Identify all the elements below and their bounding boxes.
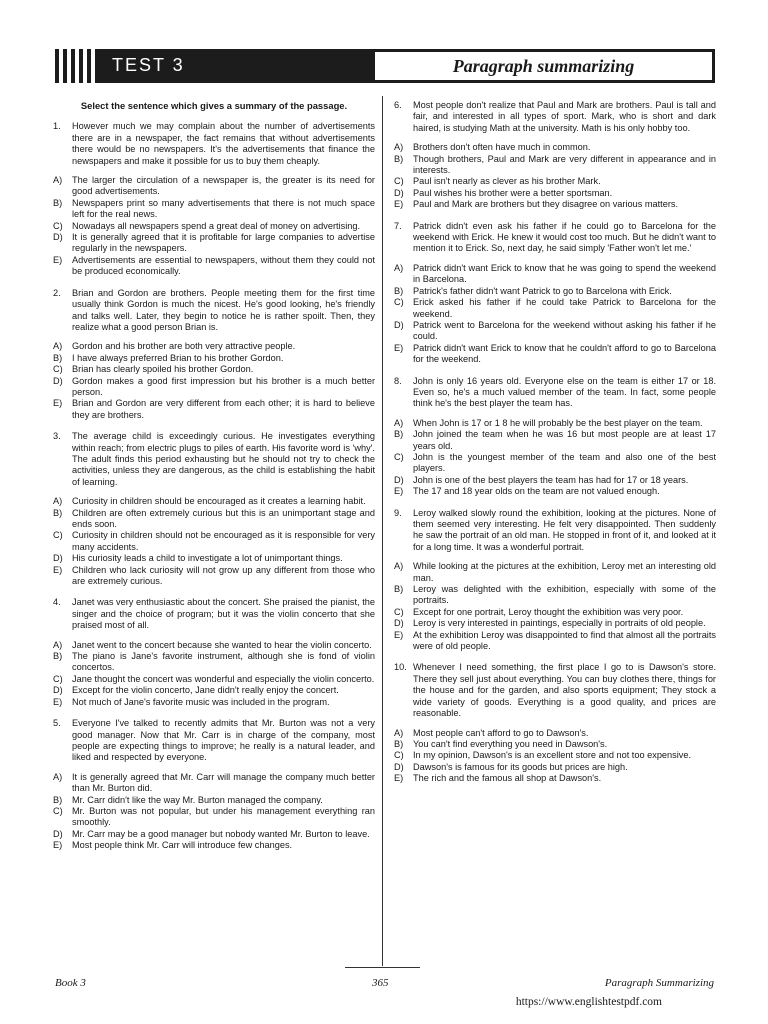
answer-option[interactable]: [53, 221, 375, 232]
option-text: Mr. Carr didn't like the way Mr. Burton managed the company.: [72, 794, 323, 805]
option-letter: A): [53, 639, 63, 650]
option-text: The piano is Jane's favorite instrument, although she is fond of violin concertos.: [72, 651, 375, 673]
option-text: Newspapers print so many advertisements that there is not much space left for the real news.: [72, 197, 375, 220]
answer-option[interactable]: [53, 508, 375, 531]
answer-option[interactable]: [53, 198, 375, 221]
footer-url[interactable]: https://www.englishtestpdf.com: [515, 996, 662, 1008]
option-letter: C): [394, 297, 404, 308]
answer-option[interactable]: [394, 561, 716, 584]
answer-option[interactable]: [394, 188, 716, 199]
footer-section: Paragraph Summarizing: [604, 977, 714, 989]
option-letter: A): [394, 727, 404, 738]
question-passage: Patrick didn't even ask his father if he could go to Barcelona for the weekend with Erick. He knew it would cost too much. But he didn't want to mention it to Erick. So, next day, he said simply 'Father won't let me.': [413, 220, 716, 254]
answer-options: [394, 728, 716, 785]
answer-options: [394, 142, 716, 210]
question-6: [394, 100, 716, 211]
question-passage: However much we may complain about the number of advertisements there are in a newspaper, the fact remains that without advertisements there would be no newspapers. It's the advertisements that finance the newspapers and make it possible for us to buy them cheaply.: [72, 121, 375, 166]
option-letter: B): [394, 738, 404, 749]
option-letter: B): [394, 153, 404, 164]
answer-option[interactable]: [394, 297, 716, 320]
option-text: You can't find everything you need in Dawson's.: [413, 738, 608, 749]
option-letter: E): [53, 398, 63, 409]
question-stem: [394, 508, 716, 554]
option-letter: A): [394, 142, 404, 153]
footer-page-number: 365: [372, 977, 389, 989]
answer-option[interactable]: [394, 739, 716, 750]
option-letter: D): [53, 232, 63, 243]
option-text: Curiosity in children should not be encouraged as it is responsible for very many accidents.: [72, 530, 375, 552]
question-4: [53, 597, 375, 708]
answer-option[interactable]: [394, 452, 716, 475]
option-letter: C): [53, 673, 63, 684]
question-number: 9.: [394, 507, 402, 518]
column-divider: [382, 96, 383, 966]
option-letter: D): [394, 187, 404, 198]
answer-option[interactable]: [53, 553, 375, 564]
section-title: Paragraph summarizing: [452, 55, 635, 76]
option-text: Leroy is very interested in paintings, especially in portraits of old people.: [413, 618, 706, 629]
question-stem: [394, 100, 716, 134]
answer-options: [394, 418, 716, 498]
answer-option[interactable]: [394, 773, 716, 784]
option-letter: B): [53, 197, 63, 208]
option-letter: B): [53, 507, 63, 518]
answer-option[interactable]: [394, 728, 716, 739]
answer-option[interactable]: [394, 429, 716, 452]
option-text: Brothers don't often have much in common.: [413, 142, 591, 153]
option-text: Brian and Gordon are very different from each other; it is hard to believe they are brothers.: [72, 398, 375, 420]
question-number: 2.: [53, 287, 61, 298]
answer-option[interactable]: [53, 806, 375, 829]
answer-options: [394, 263, 716, 366]
option-letter: D): [53, 685, 63, 696]
option-text: Most people can't afford to go to Dawson's.: [413, 727, 589, 738]
option-letter: C): [394, 451, 404, 462]
option-letter: A): [53, 341, 63, 352]
question-2: [53, 288, 375, 421]
question-number: 4.: [53, 597, 61, 608]
option-text: Gordon and his brother are both very attractive people.: [72, 341, 296, 352]
option-letter: B): [53, 352, 63, 363]
question-9: [394, 508, 716, 653]
option-letter: E): [394, 773, 404, 784]
option-letter: E): [394, 199, 404, 210]
option-letter: E): [53, 254, 63, 265]
answer-option[interactable]: [394, 418, 716, 429]
stripes-decoration: [55, 49, 99, 83]
answer-option[interactable]: [53, 530, 375, 553]
answer-option[interactable]: [394, 176, 716, 187]
option-text: At the exhibition Leroy was disappointed to find that almost all the portraits were of old people.: [413, 629, 716, 652]
answer-option[interactable]: [53, 651, 375, 674]
option-text: The larger the circulation of a newspaper is, the greater is its need for good advertisements.: [72, 175, 375, 197]
option-text: Curiosity in children should be encouraged as it creates a learning habit.: [72, 496, 366, 507]
answer-option[interactable]: [394, 286, 716, 297]
answer-options: [53, 640, 375, 708]
option-letter: B): [53, 651, 63, 662]
answer-option[interactable]: [394, 584, 716, 607]
answer-option[interactable]: [394, 320, 716, 343]
section-title-box: [375, 52, 712, 80]
answer-options: [53, 175, 375, 278]
option-letter: C): [53, 220, 63, 231]
option-text: Janet went to the concert because she wanted to hear the violin concerto.: [72, 639, 372, 650]
option-letter: E): [53, 840, 63, 851]
answer-option[interactable]: [53, 829, 375, 840]
answer-option[interactable]: [394, 762, 716, 773]
option-letter: E): [53, 696, 63, 707]
test-header: [55, 49, 715, 83]
answer-option[interactable]: [53, 772, 375, 795]
option-letter: C): [394, 750, 404, 761]
answer-option[interactable]: [394, 486, 716, 497]
question-passage: Most people don't realize that Paul and Mark are brothers. Paul is tall and fair, and interested in all types of sport. Mark, who is short and dark haired, is studying Math at the university. Math is his only hobby too.: [413, 100, 716, 133]
question-10: [394, 662, 716, 784]
option-text: Patrick's father didn't want Patrick to go to Barcelona with Erick.: [413, 285, 672, 296]
question-passage: Brian and Gordon are brothers. People meeting them for the first time usually think Gordon is much the nicest. He's good looking, he's friendly and talks well. Later, they begin to notice he is rather spoilt. Then, they realize what a good person Brian is.: [72, 287, 375, 332]
question-passage: Janet was very enthusiastic about the concert. She praised the pianist, the singer and the choice of program; but it was the violin concerto that she praised most of all.: [72, 597, 375, 631]
question-1: [53, 121, 375, 277]
answer-option[interactable]: [53, 697, 375, 708]
option-text: The rich and the famous all shop at Dawson's.: [413, 773, 602, 784]
option-letter: D): [53, 553, 63, 564]
answer-option[interactable]: [53, 496, 375, 507]
option-text: While looking at the pictures at the exhibition, Leroy met an interesting old man.: [413, 561, 716, 583]
option-text: Children are often extremely curious but this is an unimportant stage and ends soon.: [72, 507, 375, 529]
answer-option[interactable]: [53, 353, 375, 364]
option-text: John is one of the best players the team has had for 17 or 18 years.: [413, 474, 689, 485]
option-text: In my opinion, Dawson's is an excellent store and not too expensive.: [413, 750, 692, 761]
question-3: [53, 431, 375, 587]
question-passage: The average child is exceedingly curious. He investigates everything within reach; from electric plugs to piles of earth. His favorite word is 'why'. The adult finds this period exhausting but he should not try to check the activities, unless they are dangerous, as the child is establishing the habit of learning.: [72, 431, 375, 487]
answer-option[interactable]: [53, 565, 375, 588]
option-text: His curiosity leads a child to investigate a lot of unimportant things.: [72, 553, 343, 564]
option-text: John joined the team when he was 16 but most people are at least 17 years old.: [413, 429, 716, 451]
question-stem: [394, 376, 716, 410]
option-text: Most people think Mr. Carr will introduce few changes.: [72, 840, 293, 851]
option-text: Dawson's is famous for its goods but prices are high.: [413, 761, 628, 772]
question-stem: [53, 718, 375, 764]
option-text: Mr. Burton was not popular, but under his management everything ran smoothly.: [72, 805, 375, 828]
answer-option[interactable]: [394, 199, 716, 210]
instruction: Select the sentence which gives a summary of the passage.: [80, 100, 348, 111]
right-column: [394, 100, 716, 795]
answer-option[interactable]: [53, 398, 375, 421]
option-letter: B): [53, 794, 63, 805]
option-letter: D): [394, 474, 404, 485]
question-5: [53, 718, 375, 851]
option-text: John is the youngest member of the team and also one of the best players.: [413, 451, 716, 474]
test-label: TEST 3: [112, 55, 185, 75]
option-letter: C): [53, 364, 63, 375]
option-text: Gordon makes a good first impression but his brother is a much better person.: [72, 375, 375, 397]
answer-option[interactable]: [394, 607, 716, 618]
question-stem: [53, 597, 375, 631]
option-letter: A): [394, 262, 404, 273]
answer-option[interactable]: [53, 795, 375, 806]
option-letter: D): [53, 375, 63, 386]
left-column: [53, 100, 375, 862]
option-text: Jane thought the concert was wonderful and especially the violin concerto.: [72, 673, 375, 684]
question-stem: [394, 662, 716, 719]
question-passage: Everyone I've talked to recently admits that Mr. Burton was not a very good manager. Now that Mr. Carr is in charge of the company, most people are expecting things to improve; he really is a natural leader, and liked and respected by everyone.: [72, 718, 375, 763]
answer-option[interactable]: [53, 175, 375, 198]
answer-option[interactable]: [394, 343, 716, 366]
option-text: Except for one portrait, Leroy thought the exhibition was very poor.: [413, 606, 684, 617]
option-letter: E): [394, 629, 404, 640]
option-letter: D): [394, 618, 404, 629]
option-text: Paul and Mark are brothers but they disagree on various matters.: [413, 199, 679, 210]
question-stem: [53, 431, 375, 488]
option-text: Patrick didn't want Erick to know that he couldn't afford to go to Barcelona for the weekend.: [413, 342, 716, 365]
answer-option[interactable]: [394, 142, 716, 153]
question-number: 7.: [394, 220, 402, 231]
question-number: 6.: [394, 100, 402, 110]
option-letter: A): [53, 175, 63, 186]
question-number: 5.: [53, 718, 61, 729]
answer-option[interactable]: [53, 232, 375, 255]
option-text: Except for the violin concerto, Jane didn't really enjoy the concert.: [72, 685, 339, 696]
answer-option[interactable]: [53, 341, 375, 352]
option-letter: E): [53, 564, 63, 575]
option-text: I have always preferred Brian to his brother Gordon.: [72, 352, 284, 363]
option-text: Leroy was delighted with the exhibition, especially with some of the portraits.: [413, 584, 716, 606]
answer-option[interactable]: [394, 630, 716, 653]
option-text: Though brothers, Paul and Mark are very different in appearance and in interests.: [413, 153, 716, 176]
option-letter: D): [394, 761, 404, 772]
option-letter: E): [394, 342, 404, 353]
question-number: 3.: [53, 431, 61, 442]
answer-option[interactable]: [53, 640, 375, 651]
option-letter: A): [394, 561, 404, 572]
answer-option[interactable]: [394, 475, 716, 486]
answer-option[interactable]: [53, 840, 375, 851]
option-letter: B): [394, 429, 404, 440]
question-8: [394, 376, 716, 498]
answer-option[interactable]: [394, 263, 716, 286]
option-text: The 17 and 18 year olds on the team are not valued enough.: [413, 486, 660, 497]
answer-option[interactable]: [53, 364, 375, 375]
answer-option[interactable]: [394, 750, 716, 761]
answer-options: [53, 496, 375, 587]
option-text: Children who lack curiosity will not grow up any different from those who are extremely curious.: [72, 564, 375, 587]
answer-options: [394, 561, 716, 652]
option-text: Nowadays all newspapers spend a great deal of money on advertising.: [72, 220, 361, 231]
question-number: 10.: [394, 662, 407, 673]
question-number: 8.: [394, 375, 402, 386]
option-letter: C): [394, 176, 404, 187]
question-passage: John is only 16 years old. Everyone else on the team is either 17 or 18. Even so, he's a much valued member of the team. In fact, some people think he's the best player the team has.: [413, 375, 716, 409]
answer-options: [53, 772, 375, 852]
option-letter: C): [53, 530, 63, 541]
option-text: Erick asked his father if he could take Patrick to Barcelona for the weekend.: [413, 297, 716, 319]
option-text: Paul isn't nearly as clever as his brother Mark.: [413, 176, 601, 187]
option-letter: A): [53, 771, 63, 782]
option-text: Brian has clearly spoiled his brother Gordon.: [72, 364, 254, 375]
option-text: Mr. Carr may be a good manager but nobody wanted Mr. Burton to leave.: [72, 828, 370, 839]
option-text: Patrick went to Barcelona for the weekend without asking his father if he could.: [413, 319, 716, 342]
option-text: Not much of Jane's favorite music was included in the program.: [72, 696, 330, 707]
option-letter: C): [394, 606, 404, 617]
option-text: It is generally agreed that it is profitable for large companies to advertise regularly in the newspapers.: [72, 232, 375, 254]
option-text: Patrick didn't want Erick to know that he was going to spend the weekend in Barcelona.: [413, 262, 716, 285]
option-text: Paul wishes his brother were a better sportsman.: [413, 187, 613, 198]
option-text: Advertisements are essential to newspapers, without them they could not be produced economically.: [72, 254, 375, 277]
option-letter: E): [394, 486, 404, 497]
footer-divider: [345, 967, 420, 968]
option-text: It is generally agreed that Mr. Carr will manage the company much better than Mr. Burton did.: [72, 771, 375, 794]
option-letter: D): [394, 319, 404, 330]
answer-option[interactable]: [53, 255, 375, 278]
question-stem: [53, 121, 375, 167]
option-letter: A): [394, 417, 404, 428]
option-letter: D): [53, 828, 63, 839]
answer-options: [53, 341, 375, 421]
answer-option[interactable]: [53, 376, 375, 399]
answer-option[interactable]: [53, 685, 375, 696]
question-passage: Leroy walked slowly round the exhibition, looking at the pictures. None of them seemed very interesting. He felt very disappointed. Then suddenly he saw the portrait of an old man. He stopped in front of it, and looked at it for a long time. It was a wonderful portrait.: [413, 507, 716, 552]
answer-option[interactable]: [394, 154, 716, 177]
question-stem: [53, 288, 375, 334]
footer-book: Book 3: [55, 977, 86, 989]
option-letter: B): [394, 584, 404, 595]
option-letter: C): [53, 805, 63, 816]
question-7: [394, 221, 716, 366]
option-text: When John is 17 or 1 8 he will probably be the best player on the team.: [413, 417, 703, 428]
answer-option[interactable]: [394, 618, 716, 629]
option-letter: A): [53, 496, 63, 507]
question-number: 1.: [53, 121, 61, 132]
question-passage: Whenever I need something, the first place I go to is Dawson's store. There they sell just about everything. You can buy clothes there, things for the house and for the garden, and also sports equipment; They stock a wide variety of goods. Everything is a good quality, and prices are reasonable.: [413, 662, 716, 719]
option-letter: B): [394, 285, 404, 296]
answer-option[interactable]: [53, 674, 375, 685]
question-stem: [394, 221, 716, 255]
